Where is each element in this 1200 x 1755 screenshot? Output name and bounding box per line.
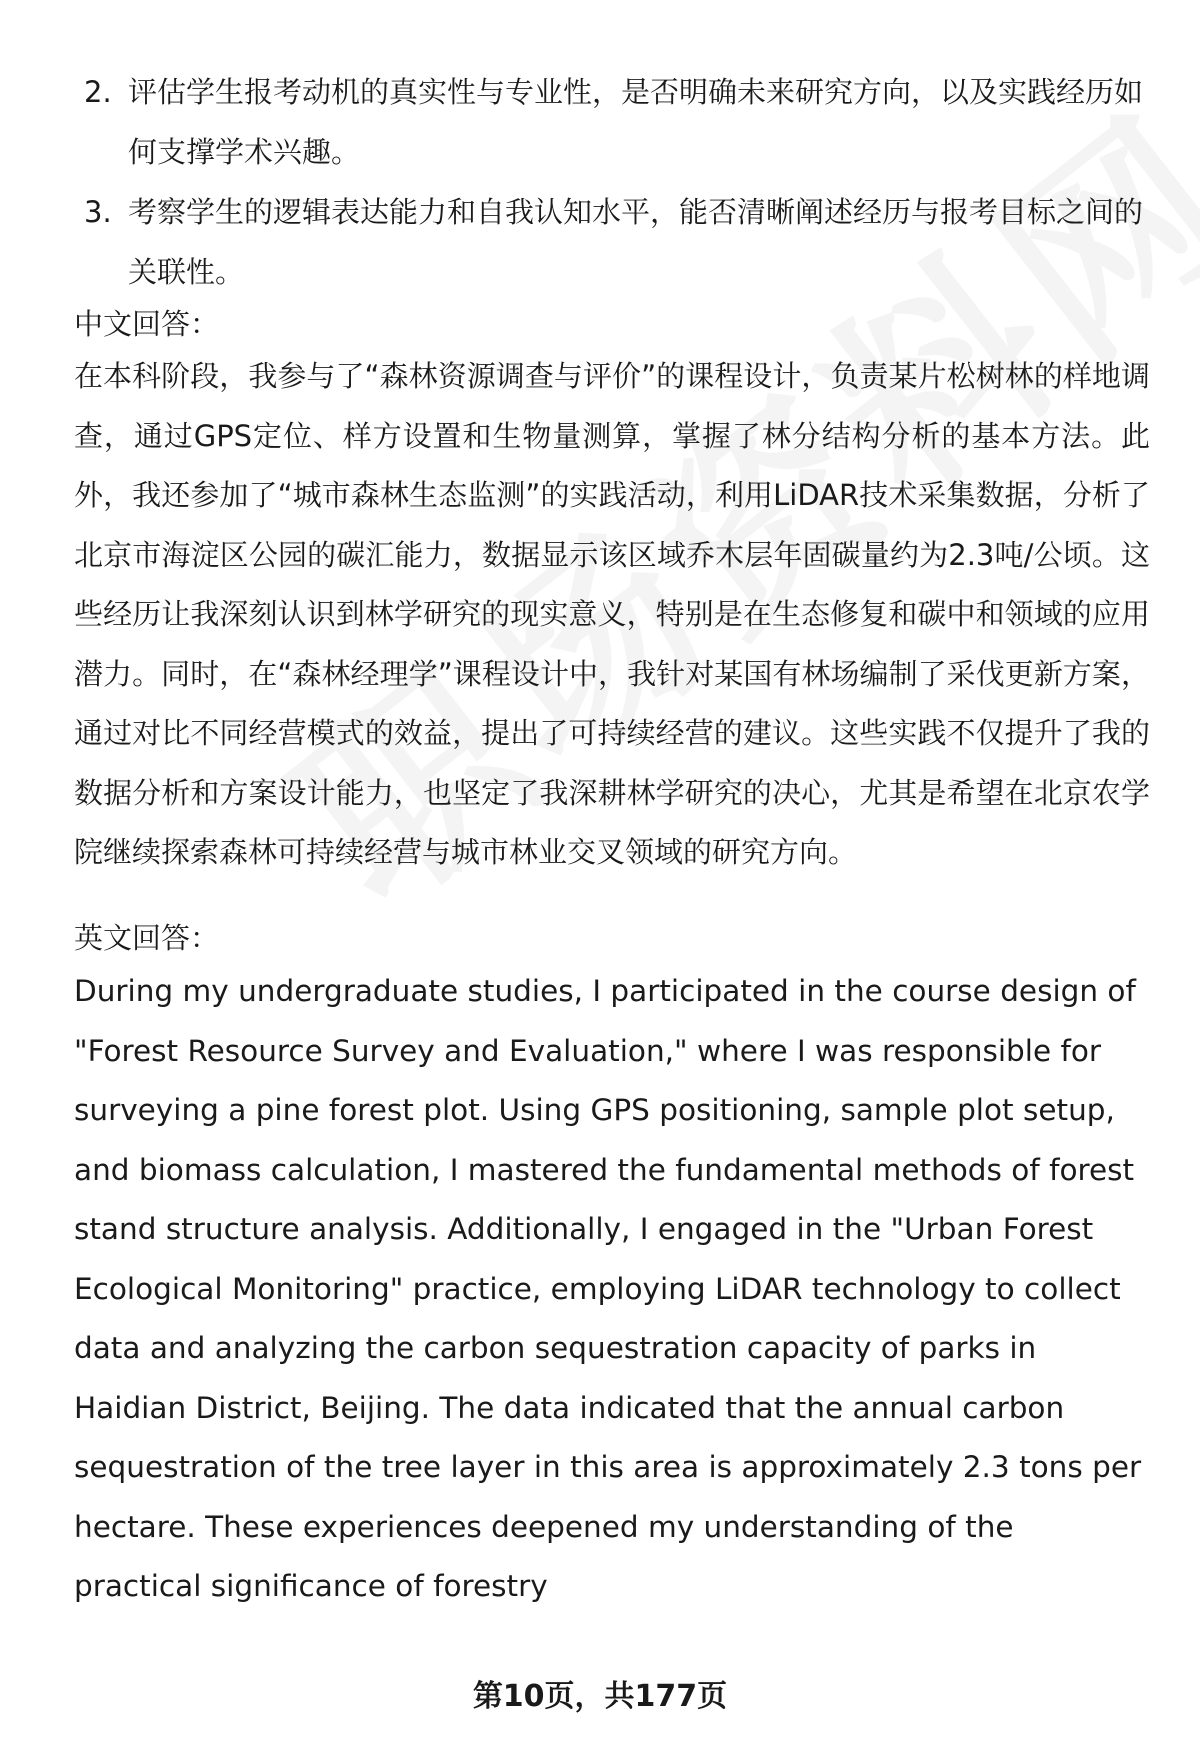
list-item xyxy=(84,62,1144,182)
list-item-text: 考察学生的逻辑表达能力和自我认知水平，能否清晰阐述经历与报考目标之间的关联性。 xyxy=(128,195,1144,289)
english-answer-body: During my undergraduate studies, I participated in the course design of "Forest Resource Survey and Evaluation," where I was responsible for surveying a pine forest plot. Using GPS positioning, sample plot setup, and biomass calculation, I mastered the fundamental methods of forest stand structure analysis. Additionally, I engaged in the "Urban Forest Ecological Monitoring" practice, employing LiDAR technology to collect data and analyzing the carbon sequestration capacity of parks in Haidian District, Beijing. The data indicated that the annual carbon sequestration of the tree layer in this area is approximately 2.3 tons per hectare. These experiences deepened my understanding of the practical significance of forestry xyxy=(74,974,1142,1603)
list-item-text: 评估学生报考动机的真实性与专业性，是否明确未来研究方向，以及实践经历如何支撑学术兴趣。 xyxy=(128,75,1144,169)
chinese-answer-body: 在本科阶段，我参与了“森林资源调查与评价”的课程设计，负责某片松树林的样地调查，通过GPS定位、样方设置和生物量测算，掌握了林分结构分析的基本方法。此外，我还参加了“城市森林生态监测”的实践活动，利用LiDAR技术采集数据，分析了北京市海淀区公园的碳汇能力，数据显示该区域乔木层年固碳量约为2.3吨/公顷。这些经历让我深刻认识到林学研究的现实意义，特别是在生态修复和碳中和领域的应用潜力。同时，在“森林经理学”课程设计中，我针对某国有林场编制了采伐更新方案，通过对比不同经营模式的效益，提出了可持续经营的建议。这些实践不仅提升了我的数据分析和方案设计能力，也坚定了我深耕林学研究的决心，尤其是希望在北京农学院继续探索森林可持续经营与城市林业交叉领域的研究方向。 xyxy=(74,359,1150,869)
list-item xyxy=(84,182,1144,302)
evaluation-criteria-list xyxy=(84,62,1144,302)
page-number-footer: 第10页，共177页 xyxy=(472,1679,728,1714)
chinese-answer-heading: 中文回答： xyxy=(74,307,220,341)
list-item-number: 2. xyxy=(84,75,112,109)
list-item-number: 3. xyxy=(84,195,112,229)
english-answer-heading: 英文回答： xyxy=(74,921,220,955)
